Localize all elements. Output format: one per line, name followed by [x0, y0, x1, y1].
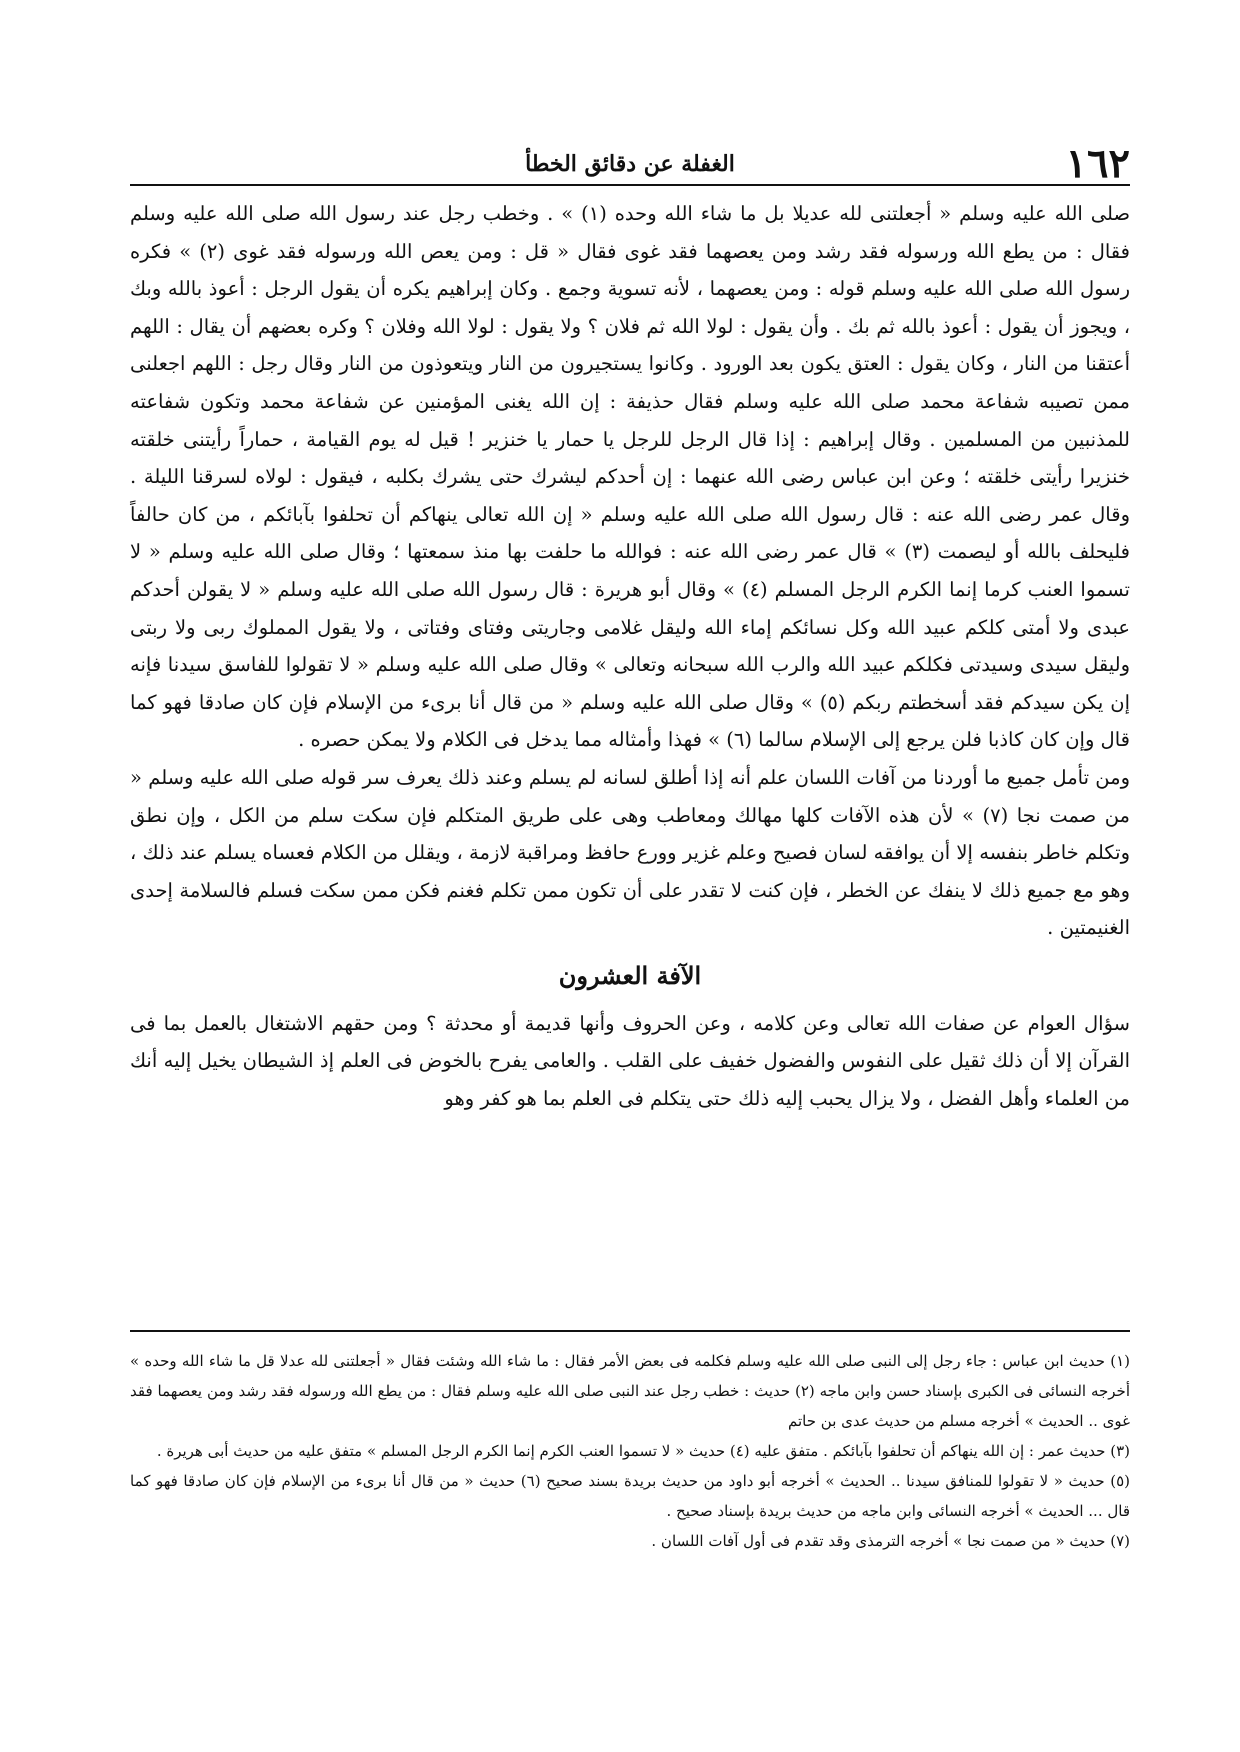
paragraph-1: صلى الله عليه وسلم « أجعلتنى لله عديلا بل ما شاء الله وحده (١) » . وخطب رجل عند رسول الله صلى الله عليه وسلم فقال : من يطع الله ورسوله فقد رشد ومن يعصهما فقد غوى فقال « قل : ومن يعص الله ورسوله فقد غوى (٢) » فكره رسول الله صلى الله عليه وسلم قوله : ومن يعصهما ، لأنه تسوية وجمع . وكان إبراهيم يكره أن يقول الرجل : أعوذ بالله وبك ، ويجوز أن يقول : أعوذ بالله ثم بك . وأن يقول : لولا الله ثم فلان ؟ ولا يقول : لولا الله وفلان ؟ وكره بعضهم أن يقال : اللهم أعتقنا من النار ، وكان يقول : العتق يكون بعد الورود . وكانوا يستجيرون من النار ويتعوذون من النار وقال رجل : اللهم اجعلنى ممن تصيبه شفاعة محمد صلى الله عليه وسلم فقال حذيفة : إن الله يغنى المؤمنين عن شفاعة محمد وتكون شفاعته للمذنبين من المسلمين . وقال إبراهيم : إذا قال الرجل للرجل يا حمار يا خنزير ! قيل له يوم القيامة ، حماراً رأيتنى خلقته خنزيرا رأيتى خلقته ؛ وعن ابن عباس رضى الله عنهما : إن أحدكم ليشرك حتى يشرك بكلبه ، فيقول : لولاه لسرقنا الليلة . وقال عمر رضى الله عنه : قال رسول الله صلى الله عليه وسلم « إن الله تعالى ينهاكم أن تحلفوا بآبائكم ، من كان حالفاً فليحلف بالله أو ليصمت (٣) » قال عمر رضى الله عنه : فوالله ما حلفت بها منذ سمعتها ؛ وقال صلى الله عليه وسلم « لا تسموا العنب كرما إنما الكرم الرجل المسلم (٤) » وقال أبو هريرة : قال رسول الله صلى الله عليه وسلم « لا يقولن أحدكم عبدى ولا أمتى كلكم عبيد الله وكل نسائكم إماء الله وليقل غلامى وجاريتى وفتاى وفتاتى ، ولا يقول المملوك ربى ولا ربتى وليقل سيدى وسيدتى فكلكم عبيد الله والرب الله سبحانه وتعالى » وقال صلى الله عليه وسلم « لا تقولوا للفاسق سيدنا فإنه إن يكن سيدكم فقد أسخطتم ربكم (٥) » وقال صلى الله عليه وسلم « من قال أنا برىء من الإسلام فإن كان صادقا فهو كما قال وإن كان كاذبا فلن يرجع إلى الإسلام سالما (٦) » فهذا وأمثاله مما يدخل فى الكلام ولا يمكن حصره . [130, 202, 1131, 752]
book-page [130, 0, 1130, 1752]
running-title: الغفلة عن دقائق الخطأ [525, 151, 735, 177]
main-text [130, 195, 1130, 1118]
footnote-5-6: (٥) حديث « لا تقولوا للمنافق سيدنا .. الحديث » أخرجه أبو داود من حديث بريدة بسند صحيح (٦) حديث « من قال أنا برىء من الإسلام فإن كان صادقا فهو كما قال ... الحديث » أخرجه النسائى وابن ماجه من حديث بريدة بإسناد صحيح . [130, 1472, 1130, 1520]
footnote-7: (٧) حديث « من صمت نجا » أخرجه الترمذى وقد تقدم فى أول آفات اللسان . [651, 1532, 1130, 1550]
header-rule [130, 184, 1130, 186]
footnote-rule [130, 1330, 1130, 1332]
footnote-3-4: (٣) حديث عمر : إن الله ينهاكم أن تحلفوا بآبائكم . متفق عليه (٤) حديث « لا تسموا العنب الكرم إنما الكرم الرجل المسلم » متفق عليه من حديث أبى هريرة . [156, 1442, 1130, 1460]
footnote-1-2: (١) حديث ابن عباس : جاء رجل إلى النبى صلى الله عليه وسلم فكلمه فى بعض الأمر فقال : ما شاء الله وشئت فقال « أجعلتنى لله عدلا قل ما شاء الله وحده » أخرجه النسائى فى الكبرى بإسناد حسن وابن ماجه (٢) حديث : خطب رجل عند النبى صلى الله عليه وسلم فقال : من يطع الله ورسوله فقد رشد ومن يعصهما فقد غوى .. الحديث » أخرجه مسلم من حديث عدى بن حاتم [130, 1352, 1130, 1430]
footnotes [130, 1346, 1130, 1556]
paragraph-3: سؤال العوام عن صفات الله تعالى وعن كلامه ، وعن الحروف وأنها قديمة أو محدثة ؟ ومن حقهم الاشتغال بالعمل بما فى القرآن إلا أن ذلك ثقيل على النفوس والفضول خفيف على القلب . والعامى يفرح بالخوض فى العلم إذ الشيطان يخيل إليه أنك من العلماء وأهل الفضل ، ولا يزال يحبب إليه ذلك حتى يتكلم فى العلم بما هو كفر وهو [130, 1011, 1130, 1111]
paragraph-2: ومن تأمل جميع ما أوردنا من آفات اللسان علم أنه إذا أطلق لسانه لم يسلم وعند ذلك يعرف سر قوله صلى الله عليه وسلم « من صمت نجا (٧) » لأن هذه الآفات كلها مهالك ومعاطب وهى على طريق المتكلم فإن سكت سلم من الكل ، وإن نطق وتكلم خاطر بنفسه إلا أن يوافقه لسان فصيح وعلم غزير وورع حافظ ومراقبة لازمة ، ويقلل من الكلام فعساه يسلم عند ذلك ، وهو مع جميع ذلك لا ينفك عن الخطر ، فإن كنت لا تقدر على أن تكون ممن تكلم فغنم فكن ممن سكت فسلم فالسلامة إحدى الغنيمتين . [130, 765, 1130, 940]
section-heading: الآفة العشرون [558, 960, 702, 990]
page-number: ١٦٢ [1065, 140, 1130, 187]
